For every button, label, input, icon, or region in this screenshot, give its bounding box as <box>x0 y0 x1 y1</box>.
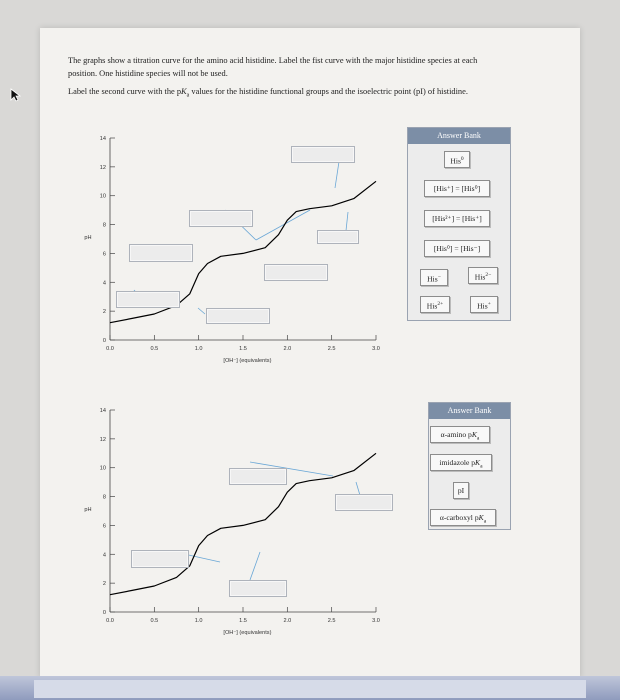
chip-his-0-sup: 0 <box>460 156 464 162</box>
chip-imidazole-pka[interactable] <box>430 454 492 471</box>
x-tick-label: 2.0 <box>283 346 292 352</box>
chip-his-2plus-eq-his-plus[interactable]: [His²⁺] = [His⁺] <box>424 210 490 227</box>
species-dropbox-3[interactable] <box>317 230 359 244</box>
instruction-line-3-rest: values for the histidine functional groups and the isoelectric point (pI) of histidine. <box>189 87 468 96</box>
chip-alpha-carboxyl-sub: a <box>483 518 487 525</box>
x-tick-label: 1.5 <box>239 346 247 352</box>
chip-his-2minus-base: His <box>474 272 486 282</box>
x-tick-label: 2.0 <box>283 618 292 624</box>
chip-alpha-amino-pka[interactable] <box>430 426 490 443</box>
y-tick-label: 0 <box>102 338 106 344</box>
chip-his-plus-eq-his-0[interactable]: [His⁺] = [His⁰] <box>424 180 490 197</box>
answer-bank-title: Answer Bank <box>408 128 510 144</box>
y-tick-label: 0 <box>102 610 106 616</box>
pka-dropbox-3[interactable] <box>131 550 189 568</box>
chip-alpha-carboxyl-text: α-carboxyl p <box>439 513 479 522</box>
chip-alpha-amino-text: α-amino p <box>440 430 472 439</box>
x-tick-label: 0.0 <box>106 618 114 624</box>
y-tick-label: 6 <box>102 523 106 530</box>
chip-his-plus[interactable] <box>470 296 498 313</box>
y-tick-label: 2 <box>102 309 106 316</box>
x-axis-label: [OH⁻] (equivalents) <box>223 630 272 636</box>
instruction-line-3 <box>68 86 528 102</box>
titration-chart-1 <box>80 130 380 375</box>
taskbar-strip <box>0 676 620 700</box>
y-tick-label: 2 <box>102 581 106 588</box>
pka-dropbox-4[interactable] <box>229 580 287 597</box>
chip-his-2plus-sup: 2+ <box>437 301 444 307</box>
y-tick-label: 4 <box>102 552 106 559</box>
y-tick-label: 4 <box>102 280 106 287</box>
chip-imidazole-sub: a <box>480 463 483 470</box>
chip-his-minus-base: His <box>427 274 438 284</box>
y-axis-label: pH <box>84 507 92 513</box>
pka-dropbox-1[interactable] <box>229 468 287 485</box>
chip-his-minus[interactable] <box>420 269 448 286</box>
chip-alpha-amino-sub: a <box>476 435 480 442</box>
y-tick-label: 10 <box>99 193 106 200</box>
chip-alpha-carboxyl-pka[interactable] <box>430 509 496 526</box>
pka-k: K <box>181 87 187 96</box>
chip-his-0[interactable] <box>444 151 470 168</box>
x-tick-label: 1.5 <box>239 618 247 624</box>
y-tick-label: 12 <box>99 164 106 171</box>
leader-line <box>256 210 310 240</box>
y-tick-label: 12 <box>99 436 106 443</box>
chip-his-2plus-base: His <box>426 301 438 311</box>
species-dropbox-2[interactable] <box>189 210 253 227</box>
x-tick-label: 2.5 <box>327 618 336 624</box>
mouse-cursor-icon <box>10 88 24 102</box>
x-tick-label: 1.0 <box>194 346 203 352</box>
leader-line <box>250 552 260 580</box>
y-tick-label: 14 <box>99 136 106 142</box>
leader-line <box>198 308 205 314</box>
y-axis-label: pH <box>84 235 92 241</box>
chip-his-0-eq-his-minus[interactable]: [His⁰] = [His⁻] <box>424 240 490 257</box>
instruction-line-1: The graphs show a titration curve for the amino acid histidine. Label the fist curve with the major histidine species at each <box>68 56 478 65</box>
x-tick-label: 0.5 <box>150 618 159 624</box>
x-tick-label: 0.5 <box>150 346 159 352</box>
titration-chart-2-svg <box>80 402 380 642</box>
species-dropbox-6[interactable] <box>116 291 180 308</box>
chip-imidazole-k: K <box>475 458 481 467</box>
instruction-line-2: position. One histidine species will not be used. <box>68 69 228 78</box>
taskbar-inner <box>34 680 586 698</box>
species-dropbox-4[interactable] <box>129 244 193 262</box>
chip-pi[interactable]: pI <box>453 482 469 499</box>
x-tick-label: 0.0 <box>106 346 114 352</box>
answer-bank-pka-title: Answer Bank <box>429 403 510 419</box>
y-tick-label: 6 <box>102 251 106 258</box>
chip-his-2plus[interactable] <box>420 296 450 313</box>
chip-his-2minus-sup: 2− <box>485 272 492 278</box>
chip-imidazole-text: imidazole p <box>439 458 476 467</box>
chip-his-plus-base: His <box>477 301 488 311</box>
y-tick-label: 8 <box>102 494 106 501</box>
chip-alpha-amino-k: K <box>471 430 477 439</box>
x-tick-label: 3.0 <box>372 346 380 352</box>
x-tick-label: 1.0 <box>194 618 203 624</box>
species-dropbox-5[interactable] <box>264 264 328 281</box>
instruction-line-3-text: Label the second curve with the p <box>68 87 182 96</box>
chip-his-minus-sup: − <box>437 274 441 280</box>
x-tick-label: 2.5 <box>327 346 336 352</box>
x-tick-label: 3.0 <box>372 618 380 624</box>
pka-dropbox-2[interactable] <box>335 494 393 511</box>
y-tick-label: 10 <box>99 465 106 472</box>
pka-sub: a <box>186 92 190 99</box>
chip-alpha-carboxyl-k: K <box>478 513 484 522</box>
chip-his-plus-sup: + <box>487 301 491 307</box>
chip-his-2minus[interactable] <box>468 267 498 284</box>
y-tick-label: 8 <box>102 222 106 229</box>
titration-chart-1-svg <box>80 130 380 370</box>
titration-chart-2 <box>80 402 380 647</box>
chip-his-0-base: His <box>450 156 461 166</box>
species-dropbox-1[interactable] <box>291 146 355 163</box>
y-tick-label: 14 <box>99 408 106 414</box>
species-dropbox-7[interactable] <box>206 308 270 324</box>
x-axis-label: [OH⁻] (equivalents) <box>223 358 272 364</box>
